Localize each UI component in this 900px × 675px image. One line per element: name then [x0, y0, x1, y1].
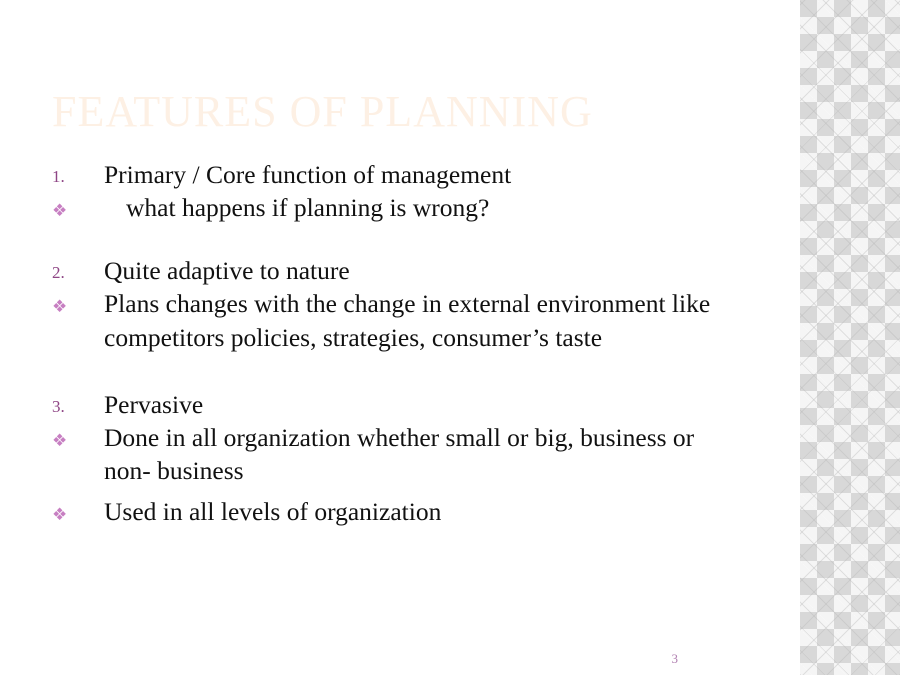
diamond-bullet-icon: ❖	[52, 297, 68, 317]
list-item-text: Pervasive	[104, 389, 204, 419]
list-marker-number: 3.	[52, 396, 65, 416]
list-item-text: Primary / Core function of management	[104, 160, 512, 189]
spacer	[46, 354, 746, 388]
decorative-pattern-band	[800, 0, 900, 675]
page-title: FEATURES OF PLANNING	[52, 87, 593, 136]
list-item	[46, 158, 746, 191]
band-edge-divider	[798, 0, 800, 675]
spacer	[46, 224, 746, 254]
spacer	[46, 487, 746, 495]
list-marker-number: 2.	[52, 263, 65, 283]
list-item	[46, 287, 746, 353]
list-item	[46, 191, 746, 224]
diamond-bullet-icon: ❖	[52, 430, 68, 450]
list-item-text: Plans changes with the change in external environment like competitors policies, strategies, consumer’s taste	[104, 289, 711, 352]
list-item	[46, 421, 746, 487]
list-item-text: Quite adaptive to nature	[104, 256, 350, 286]
diamond-bullet-icon: ❖	[52, 505, 68, 525]
page-number: 3	[671, 651, 678, 666]
list-marker-number: 1.	[52, 167, 65, 186]
diamond-bullet-icon: ❖	[52, 201, 68, 221]
list-item-text: Done in all organization whether small or big, business or non- business	[104, 422, 695, 485]
list-item	[46, 254, 746, 287]
bullet-list	[46, 158, 746, 528]
list-item	[46, 388, 746, 421]
list-item-text: Used in all levels of organization	[104, 497, 442, 527]
list-item-text: what happens if planning is wrong?	[126, 193, 490, 223]
list-item	[46, 495, 746, 528]
